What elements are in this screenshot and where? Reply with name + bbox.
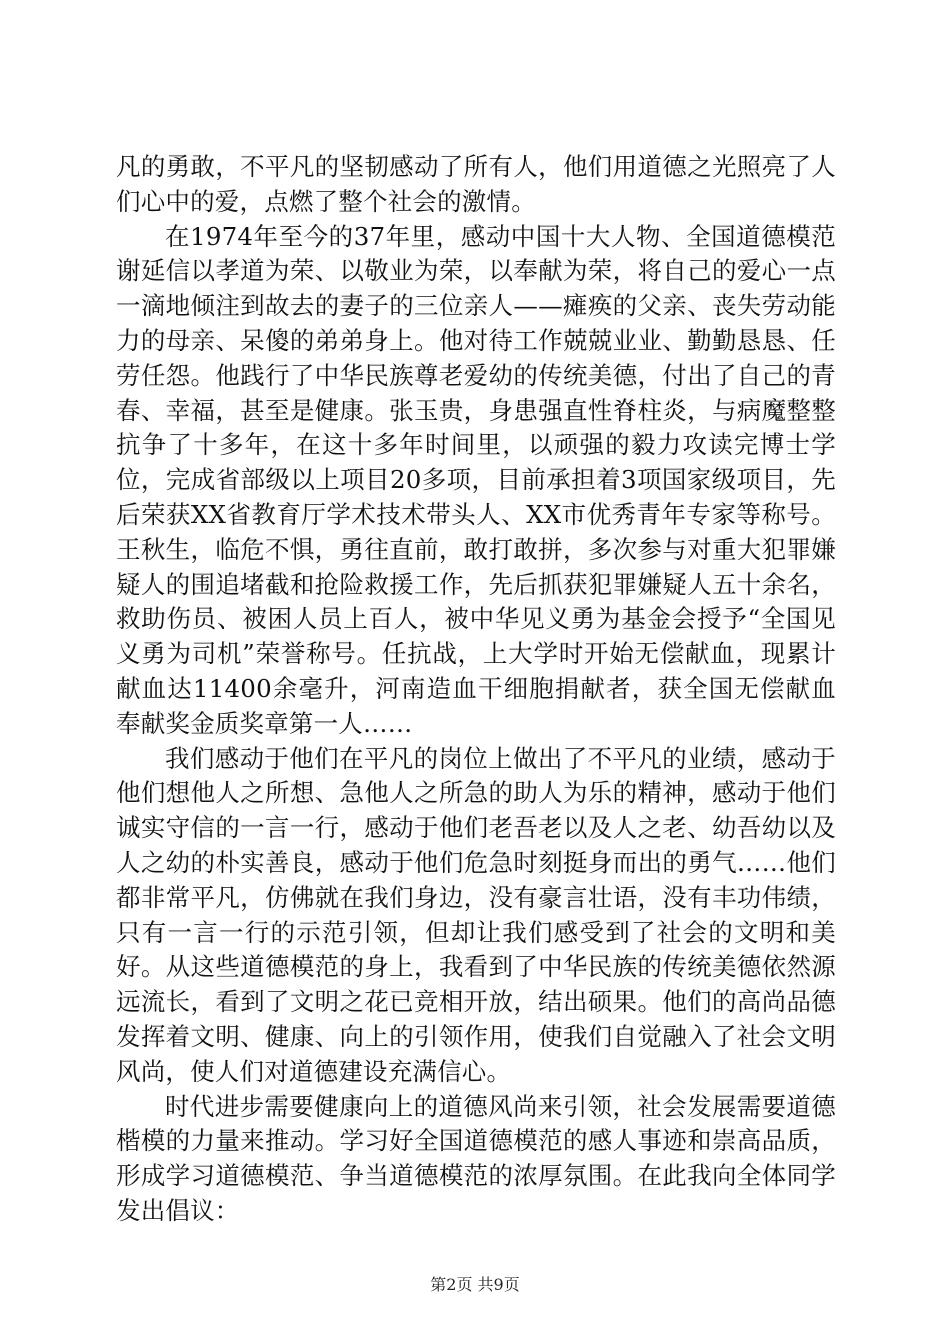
paragraph-proposal: 时代进步需要健康向上的道德风尚来引领，社会发展需要道德楷模的力量来推动。学习好全国道德模范的感人事迹和崇高品质，形成学习道德模范、争当道德模范的浓厚氛围。在此我向全体同学发出倡议： [116,1091,836,1225]
paragraph-moral-models: 在1974年至今的37年里，感动中国十大人物、全国道德模范谢延信以孝道为荣、以敬业为荣，以奉献为荣，将自己的爱心一点一滴地倾注到故去的妻子的三位亲人——瘫痪的父亲、丧失劳动能力的母亲、呆傻的弟弟身上。他对待工作兢兢业业、勤勤恳恳、任劳任怨。他践行了中华民族尊老爱幼的传统美德，付出了自己的青春、幸福，甚至是健康。张玉贵，身患强直性脊柱炎，与病魔整整抗争了十多年，在这十多年时间里，以顽强的毅力攻读完博士学位，完成省部级以上项目20多项，目前承担着3项国家级项目，先后荣获XX省教育厅学术技术带头人、XX市优秀青年专家等称号。王秋生，临危不惧，勇往直前，敢打敢拼，多次参与对重大犯罪嫌疑人的围追堵截和抢险救援工作，先后抓获犯罪嫌疑人五十余名，救助伤员、被困人员上百人，被中华见义勇为基金会授予“全国见义勇为司机”荣誉称号。任抗战，上大学时开始无偿献血，现累计献血达11400余毫升，河南造血干细胞捐献者，获全国无偿献血奉献奖金质奖章第一人…… [116,221,836,738]
page-number-footer: 第2页 共9页 [430,1275,520,1294]
paragraph-continuation: 凡的勇敢，不平凡的坚韧感动了所有人，他们用道德之光照亮了人们心中的爱，点燃了整个社会的激情。 [116,152,836,216]
paragraph-moved-by: 我们感动于他们在平凡的岗位上做出了不平凡的业绩，感动于他们想他人之所想、急他人之所急的助人为乐的精神，感动于他们诚实守信的一言一行，感动于他们老吾老以及人之老、幼吾幼以及人之幼的朴实善良，感动于他们危急时刻挺身而出的勇气……他们都非常平凡，仿佛就在我们身边，没有豪言壮语，没有丰功伟绩，只有一言一行的示范引领，但却让我们感受到了社会的文明和美好。从这些道德模范的身上，我看到了中华民族的传统美德依然源远流长，看到了文明之花已竞相开放，结出硕果。他们的高尚品德发挥着文明、健康、向上的引领作用，使我们自觉融入了社会文明风尚，使人们对道德建设充满信心。 [116,743,836,1086]
document-body [116,150,836,1229]
